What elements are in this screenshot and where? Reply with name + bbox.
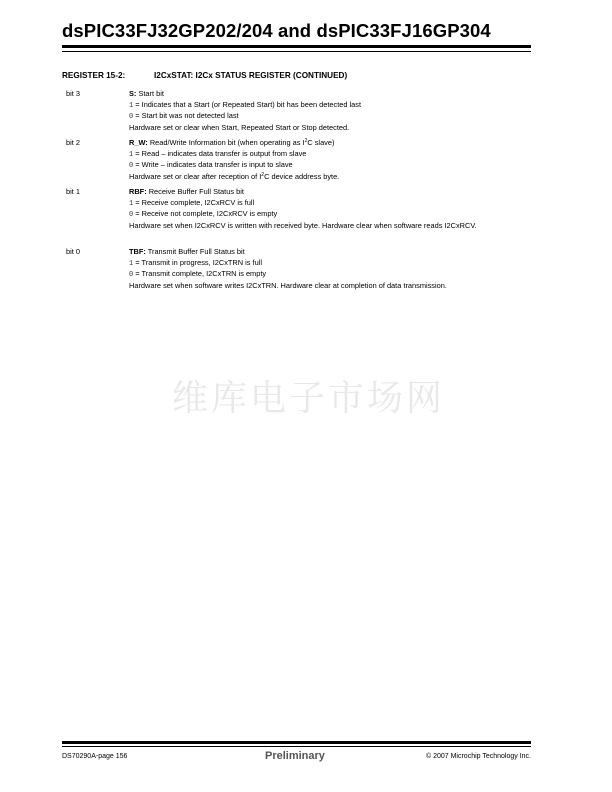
bit-description	[129, 89, 529, 133]
footer-rule-thick	[62, 741, 531, 744]
bit-field-desc: Transmit Buffer Full Status bit	[147, 247, 245, 256]
header-rule-thick	[62, 45, 531, 48]
value-one-text: = Indicates that a Start (or Repeated Start) bit has been detected last	[135, 99, 362, 109]
value-one-code: 1	[129, 259, 134, 268]
hardware-note-post: C device address byte.	[264, 171, 340, 181]
value-zero-code: 0	[129, 162, 134, 171]
value-zero-code: 0	[129, 211, 134, 220]
bit-field-name: R_W:	[129, 138, 148, 147]
hardware-note: Hardware set or clear when Start, Repeated Start or Stop detected.	[129, 122, 350, 132]
value-zero-text: = Write – indicates data transfer is input to slave	[135, 160, 293, 170]
footer-page-number: DS70290A-page 156	[62, 753, 128, 760]
page-title: dsPIC33FJ32GP202/204 and dsPIC33FJ16GP304	[62, 20, 491, 41]
bit-description	[129, 187, 529, 231]
bit-field-desc-pre: Read/Write Information bit (when operating as I	[149, 138, 305, 147]
bit-description	[129, 138, 529, 182]
footer-copyright: © 2007 Microchip Technology Inc.	[425, 753, 531, 760]
value-one-text: = Transmit in progress, I2CxTRN is full	[135, 257, 262, 267]
superscript: 2	[304, 138, 308, 144]
bit-name: bit 2	[66, 138, 80, 147]
value-zero-code: 0	[129, 113, 134, 122]
footer-status: Preliminary	[265, 750, 325, 762]
bit-field-desc: Start bit	[138, 89, 164, 98]
value-zero-text: = Receive not complete, I2CxRCV is empty	[135, 209, 278, 219]
header-rule-thin	[62, 51, 531, 52]
value-zero-code: 0	[129, 271, 134, 280]
value-one-code: 1	[129, 199, 134, 208]
value-one-code: 1	[129, 150, 134, 159]
bit-name: bit 0	[66, 247, 80, 256]
hardware-note: Hardware set when software writes I2CxTRN. Hardware clear at completion of data transmission.	[129, 280, 447, 290]
bit-field-name: S:	[129, 89, 137, 98]
value-zero-text: = Start bit was not detected last	[135, 111, 239, 121]
value-zero-text: = Transmit complete, I2CxTRN is empty	[135, 269, 267, 279]
register-label: REGISTER 15-2:	[62, 71, 126, 80]
bit-name: bit 1	[66, 187, 80, 196]
bit-field-desc: Receive Buffer Full Status bit	[148, 187, 244, 196]
hardware-note-pre: Hardware set or clear after reception of I	[129, 171, 262, 181]
bit-description	[129, 247, 529, 291]
register-title: I2CxSTAT: I2Cx STATUS REGISTER (CONTINUED)	[154, 71, 348, 80]
value-one-text: = Receive complete, I2CxRCV is full	[135, 197, 255, 207]
bit-field-name: RBF:	[129, 187, 147, 196]
bit-field-desc-post: C slave)	[307, 138, 335, 147]
superscript: 2	[261, 171, 265, 178]
value-one-text: = Read – indicates data transfer is output from slave	[135, 148, 307, 158]
watermark-text: 维库电子市场网	[172, 378, 446, 419]
bit-field-name: TBF:	[129, 247, 146, 256]
footer-rule-thin	[62, 746, 531, 747]
register-caption	[62, 71, 347, 80]
hardware-note: Hardware set when I2CxRCV is written with received byte. Hardware clear when software reads I2CxRCV.	[129, 220, 477, 230]
value-one-code: 1	[129, 101, 134, 110]
bit-name: bit 3	[66, 89, 80, 98]
